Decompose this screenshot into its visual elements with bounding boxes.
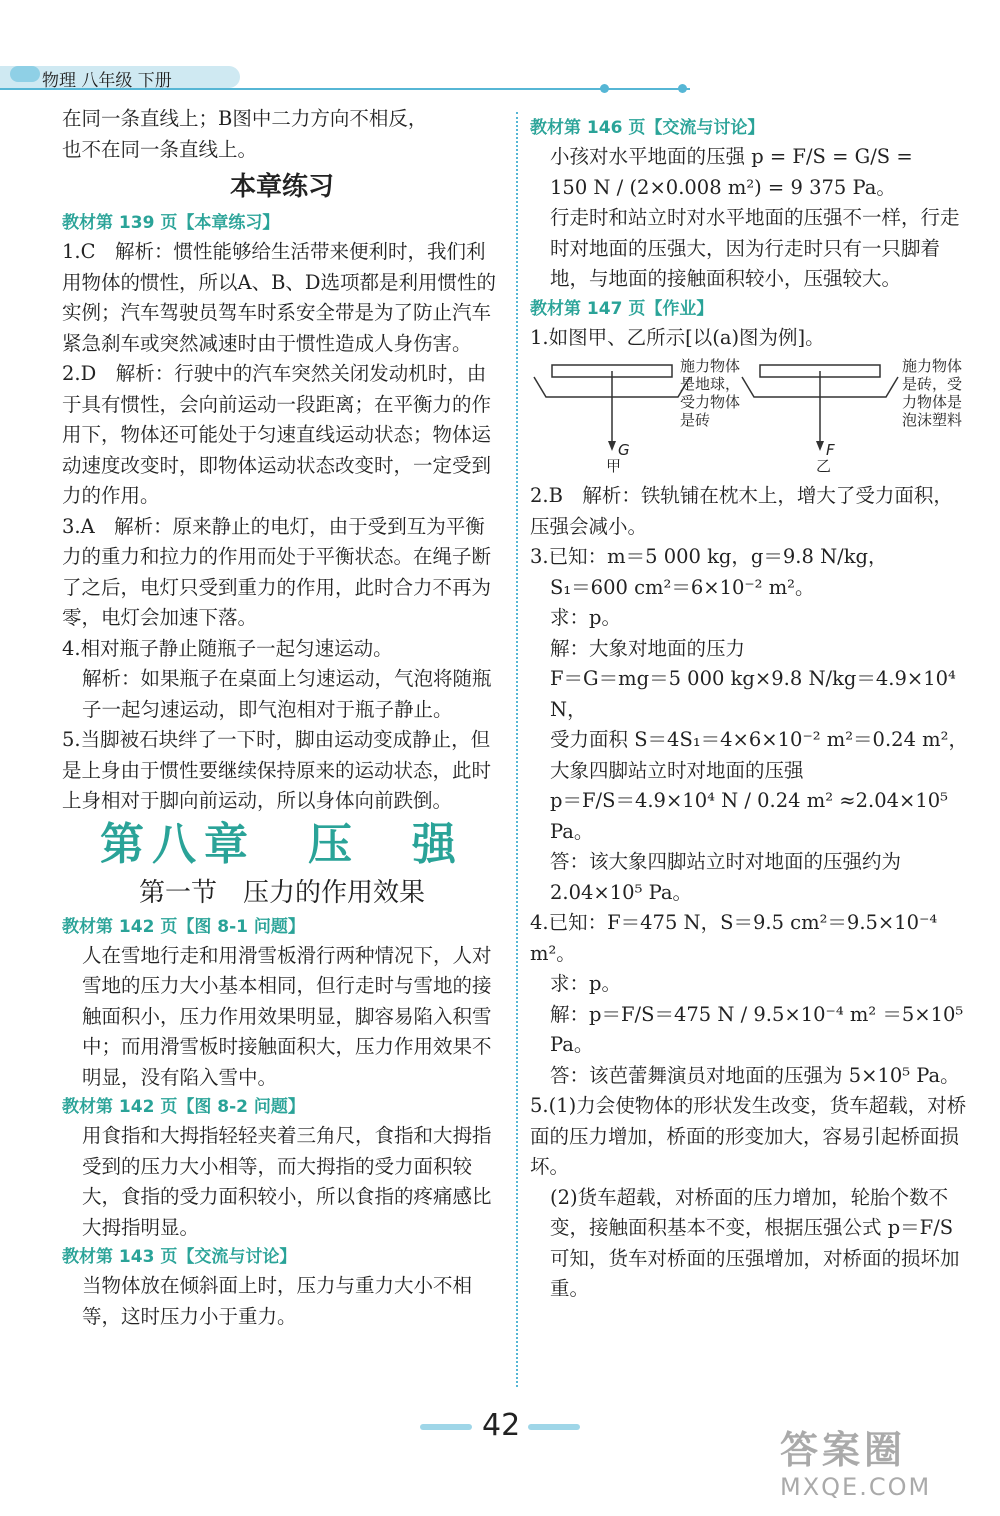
paragraph: 用食指和大拇指轻轻夹着三角尺，食指和大拇指受到的压力大小相等，而大拇指的受力面积较大，食指的受力面积较小，所以食指的疼痛感比大拇指明显。 <box>82 1124 492 1239</box>
paragraph: 行走时和站立时对水平地面的压强不一样，行走时对地面的压强大，因为行走时只有一只脚着地，与地面的接触面积较小，压强较大。 <box>550 206 960 290</box>
page-header <box>0 60 690 91</box>
answer-item: 2.B 解析：铁轨铺在枕木上，增大了受力面积，压强会减小。 <box>530 484 953 538</box>
answer-item: 5.当脚被石块绊了一下时，脚由运动变成静止，但是上身由于惯性要继续保持原来的运动状态，此时上身相对于脚向前运动，所以身体向前跌倒。 <box>62 728 492 812</box>
force-diagram <box>530 357 970 477</box>
answer-item: 5.(1)力会使物体的形状发生改变，货车超载，对桥面的压力增加，桥面的形变加大，容易引起桥面损坏。 <box>530 1094 967 1178</box>
section-label: 教材第 147 页【作业】 <box>530 298 714 319</box>
arrow-head <box>816 441 824 451</box>
section-label: 教材第 142 页【图 8-2 问题】 <box>62 1097 305 1117</box>
answer-explanation: 解析：如果瓶子在桌面上匀速运动，气泡将随瓶子一起匀速运动，即气泡相对于瓶子静止。 <box>82 667 492 721</box>
section-title: 第一节 压力的作用效果 <box>138 877 425 908</box>
paragraph: 也不在同一条直线上。 <box>62 137 258 161</box>
force-label-f: F <box>826 441 835 459</box>
answer-line: 答：该芭蕾舞演员对地面的压强为 5×10⁵ Pa。 <box>550 1063 960 1087</box>
formula-line: 150 N / (2×0.008 m²) = 9 375 Pa。 <box>550 175 896 199</box>
header-title: 物理 八年级 下册 <box>42 71 172 91</box>
formula-line: S₁＝600 cm²＝6×10⁻² m²。 <box>550 575 815 599</box>
formula-line: 求：p。 <box>550 972 621 995</box>
header-dot-decoration <box>600 84 609 93</box>
page-number: 42 <box>482 1408 521 1443</box>
figure-note: 施力物体是地球，受力物体是砖 <box>680 357 741 429</box>
header-dot-decoration <box>678 84 687 93</box>
figure-caption-yi: 乙 <box>816 457 832 475</box>
formula-line: 受力面积 S＝4S₁＝4×6×10⁻² m²＝0.24 m²， <box>550 728 968 751</box>
watermark-text: 答案圈 <box>780 1428 907 1472</box>
paragraph: 在同一条直线上；B图中二力方向不相反， <box>62 107 428 130</box>
formula-line: 小孩对水平地面的压强 p = F/S = G/S = <box>550 145 913 168</box>
paragraph: 当物体放在倾斜面上时，压力与重力大小不相等，这时压力小于重力。 <box>82 1274 473 1328</box>
footer-decoration <box>420 1424 472 1430</box>
formula-line: 求：p。 <box>550 606 621 629</box>
arrow-head <box>608 441 616 451</box>
answer-line: 答：该大象四脚站立时对地面的压强约为 2.04×10⁵ Pa。 <box>550 850 902 904</box>
paragraph: (2)货车超载，对桥面的压力增加，轮胎个数不变，接触面积基本不变，根据压强公式 p＝F/S 可知，货车对桥面的压强增加，对桥面的损坏加重。 <box>550 1185 960 1300</box>
formula-line: 大象四脚站立时对地面的压强 <box>550 758 804 782</box>
header-pill-decoration <box>10 66 40 82</box>
answer-item: 3.已知：m＝5 000 kg，g＝9.8 N/kg， <box>530 545 888 568</box>
left-column <box>62 104 502 1332</box>
formula-line: 解：p＝F/S＝475 N / 9.5×10⁻⁴ m² ＝5×10⁵ Pa。 <box>550 1002 964 1056</box>
right-column <box>530 114 972 1305</box>
section-label: 教材第 142 页【图 8-1 问题】 <box>62 916 305 937</box>
watermark-logo <box>780 1428 990 1510</box>
section-label: 教材第 139 页【本章练习】 <box>62 213 280 233</box>
footer-decoration <box>528 1424 580 1430</box>
answer-item: 4.已知：F＝475 N，S＝9.5 cm²＝9.5×10⁻⁴ m²。 <box>530 911 938 965</box>
figure-note: 施力物体是砖，受力物体是泡沫塑料 <box>902 357 963 429</box>
answer-item: 3.A 解析：原来静止的电灯，由于受到互为平衡力的重力和拉力的作用而处于平衡状态。在绳子断了之后，电灯只受到重力的作用，此时合力不再为零，电灯会加速下落。 <box>62 514 492 629</box>
formula-line: F＝G＝mg＝5 000 kg×9.8 N/kg＝4.9×10⁴ N， <box>550 667 956 721</box>
formula-line: p＝F/S＝4.9×10⁴ N / 0.24 m² ≈2.04×10⁵ Pa。 <box>550 789 948 843</box>
paragraph: 人在雪地行走和用滑雪板滑行两种情况下，人对雪地的压力大小基本相同，但行走时与雪地的接触面积小，压力作用效果明显，脚容易陷入积雪中；而用滑雪板时接触面积大，压力作用效果不明显，没有陷入雪中。 <box>82 943 492 1089</box>
answer-item: 1.C 解析：惯性能够给生活带来便利时，我们利用物体的惯性，所以A、B、D选项都是利用惯性的实例；汽车驾驶员驾车时系安全带是为了防止汽车紧急刹车或突然减速时由于惯性造成人身伤害。 <box>62 240 497 355</box>
answer-item: 1.如图甲、乙所示[以(a)图为例]。 <box>530 325 825 349</box>
answer-item: 4.相对瓶子静止随瓶子一起匀速运动。 <box>62 636 393 660</box>
watermark-url: MXQE.COM <box>780 1473 932 1501</box>
section-label: 教材第 143 页【交流与讨论】 <box>62 1247 297 1267</box>
column-divider <box>516 112 519 1387</box>
answer-item: 2.D 解析：行驶中的汽车突然关闭发动机时，由于具有惯性，会向前运动一段距离；在平衡力的作用下，物体还可能处于匀速直线运动状态；物体运动速度改变时，即物体运动状态改变时，一定受到力的作用。 <box>62 362 492 507</box>
force-label-g: G <box>618 441 630 459</box>
figure-caption-jia: 甲 <box>606 457 622 475</box>
heading-chapter-practice: 本章练习 <box>229 172 334 202</box>
formula-line: 解：大象对地面的压力 <box>550 636 746 660</box>
section-label: 教材第 146 页【交流与讨论】 <box>530 118 765 138</box>
chapter-title: 第八章 压 强 <box>100 818 464 870</box>
